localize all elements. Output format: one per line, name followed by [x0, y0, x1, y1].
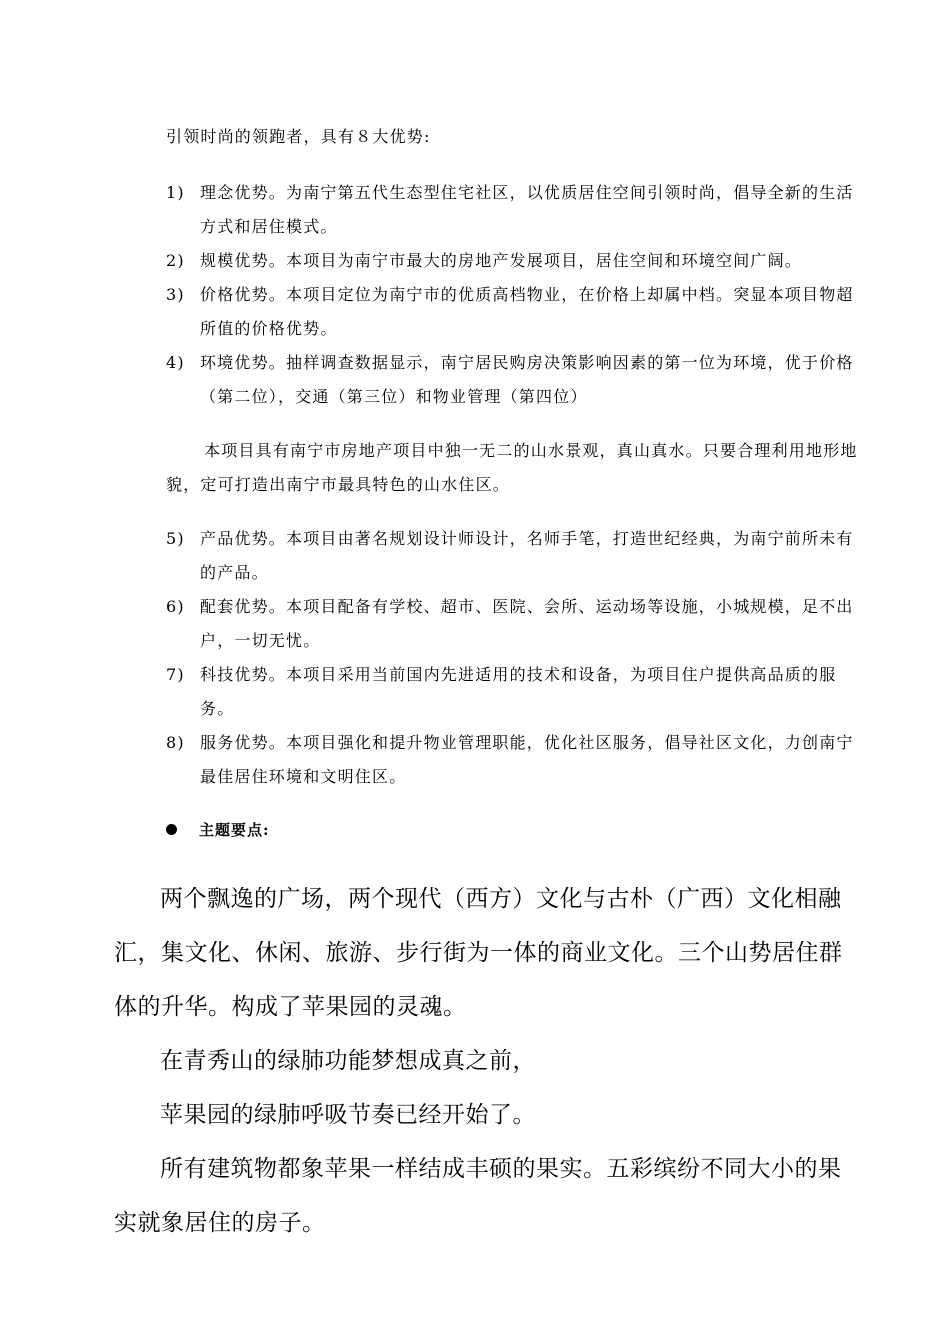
body-paragraph: 苹果园的绿肺呼吸节奏已经开始了。: [160, 1102, 536, 1128]
list-item-number: 6): [166, 597, 185, 616]
intro-line: 引领时尚的领跑者，具有８大优势:: [166, 127, 431, 146]
theme-heading: [166, 816, 270, 844]
list-item: [166, 176, 866, 244]
list-item-text: 理念优势。为南宁第五代生态型住宅社区，以优质居住空间引领时尚，倡导全新的生活方式和居住模式。: [200, 183, 854, 236]
list-item-text: 规模优势。本项目为南宁市最大的房地产发展项目，居住空间和环境空间广阔。: [200, 251, 803, 270]
list-item: [166, 278, 866, 346]
list-item-text: 环境优势。抽样调查数据显示，南宁居民购房决策影响因素的第一位为环境，优于价格（第二位），交通（第三位）和物业管理（第四位）: [200, 353, 854, 406]
list-item-number: 2): [166, 251, 185, 270]
list-item-text: 科技优势。本项目采用当前国内先进适用的技术和设备，为项目住户提供高品质的服务。: [200, 665, 837, 718]
list-item: [166, 522, 866, 590]
list-item: [166, 658, 866, 726]
list-item-text: 产品优势。本项目由著名规划设计师设计，名师手笔，打造世纪经典，为南宁前所未有的产品。: [200, 529, 854, 582]
list-item-text: 配套优势。本项目配备有学校、超市、医院、会所、运动场等设施，小城规模，足不出户，一切无忧。: [200, 597, 854, 650]
list-item-number: 7): [166, 665, 185, 684]
body-text: [114, 872, 854, 1250]
middle-paragraph: 本项目具有南宁市房地产项目中独一无二的山水景观，真山真水。只要合理利用地形地貌，定可打造出南宁市最具特色的山水住区。: [166, 441, 858, 494]
body-paragraph: 所有建筑物都象苹果一样结成丰硕的果实。五彩缤纷不同大小的果实就象居住的房子。: [114, 1156, 842, 1236]
list-item: [166, 244, 866, 278]
bullet-icon: [166, 824, 177, 835]
advantages-list-a: [166, 176, 866, 414]
advantages-list-b: [166, 522, 866, 794]
list-item-number: 8): [166, 733, 185, 752]
list-item-text: 价格优势。本项目定位为南宁市的优质高档物业，在价格上却属中档。突显本项目物超所值的价格优势。: [200, 285, 854, 338]
body-paragraph: 两个飘逸的广场，两个现代（西方）文化与古朴（广西）文化相融汇，集文化、休闲、旅游、步行街为一体的商业文化。三个山势居住群体的升华。构成了苹果园的灵魂。: [114, 886, 843, 1020]
list-item-number: 5): [166, 529, 185, 548]
list-item-text: 服务优势。本项目强化和提升物业管理职能，优化社区服务，倡导社区文化，力创南宁最佳居住环境和文明住区。: [200, 733, 854, 786]
list-item: [166, 346, 866, 414]
body-paragraph: 在青秀山的绿肺功能梦想成真之前，: [160, 1048, 536, 1074]
list-item: [166, 590, 866, 658]
list-item: [166, 726, 866, 794]
list-item-number: 3): [166, 285, 185, 304]
list-item-number: 1): [166, 183, 185, 202]
theme-heading-text: 主题要点:: [199, 821, 270, 839]
list-item-number: 4): [166, 353, 185, 372]
